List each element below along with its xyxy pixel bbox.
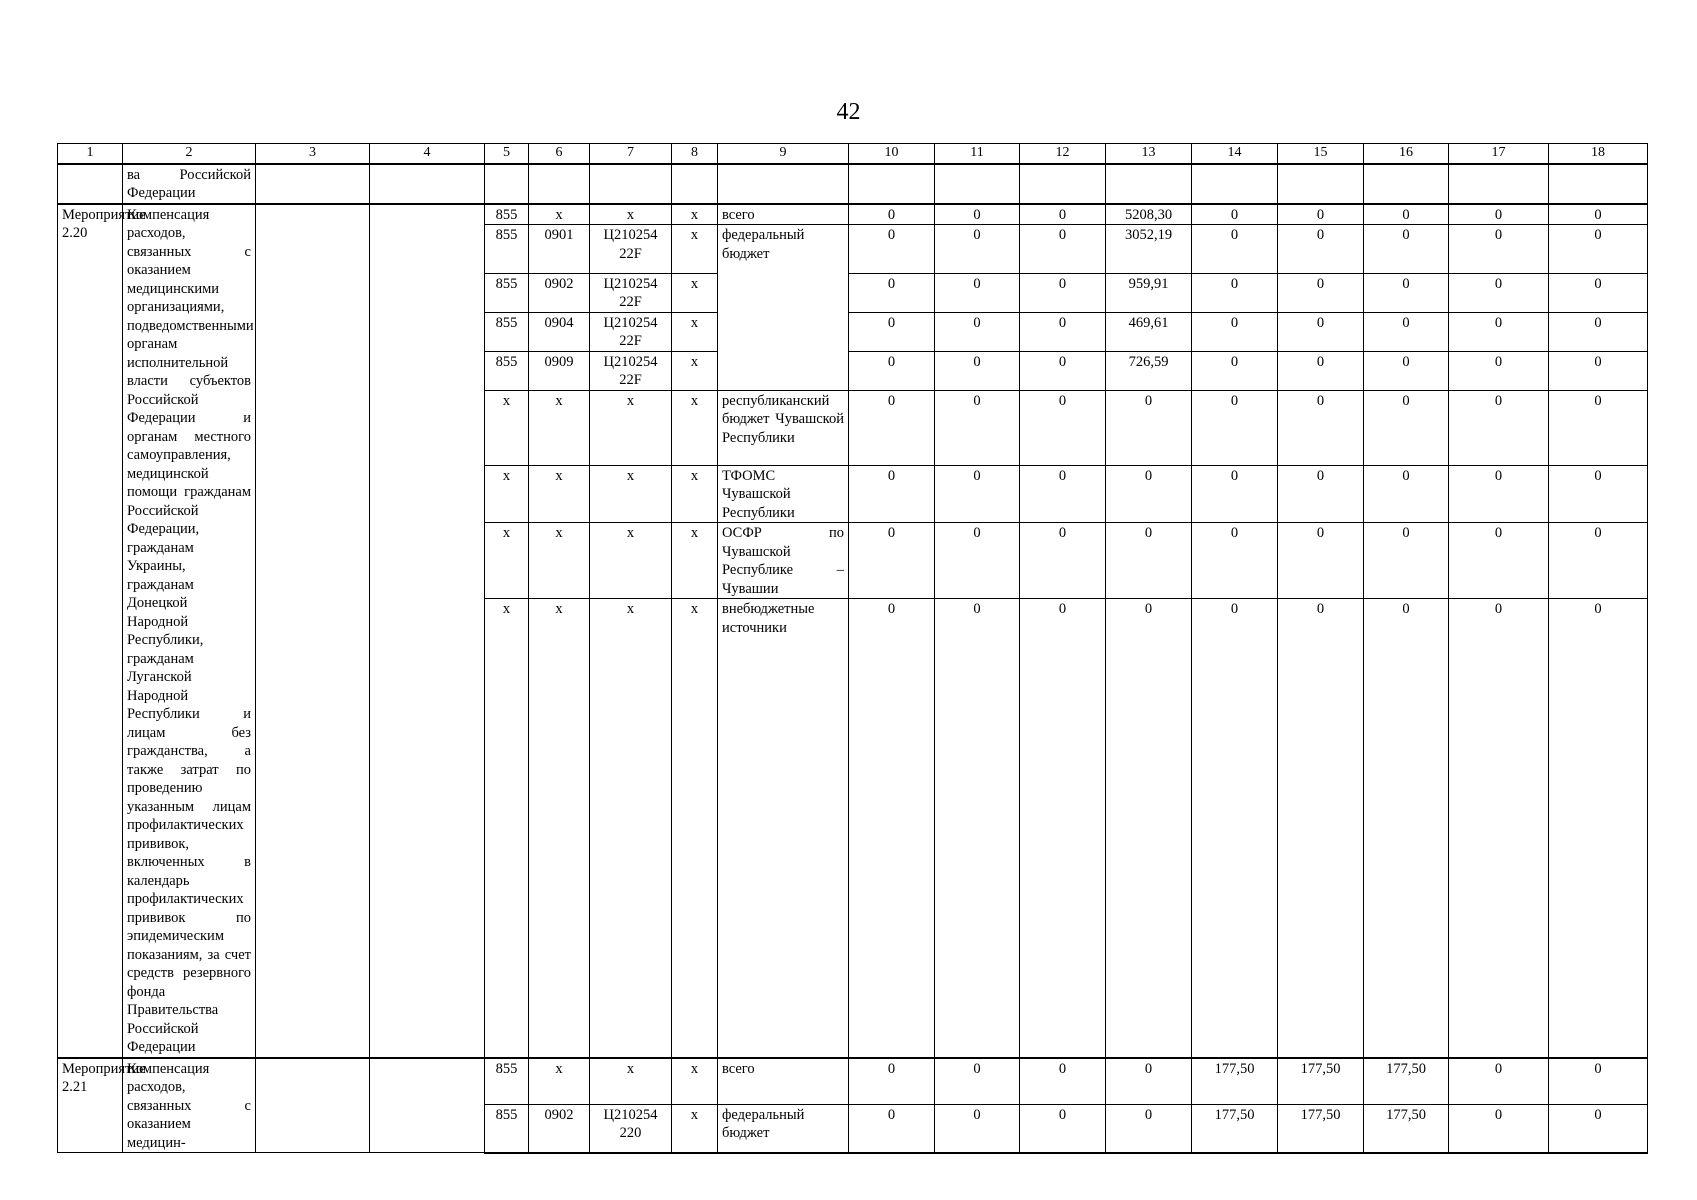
value-cell: 0 xyxy=(1449,273,1549,312)
continuation-text: ва Российской Федерации xyxy=(123,164,256,204)
value-cell: 0 xyxy=(1449,312,1549,351)
continuation-row xyxy=(58,164,1648,204)
cell-c5: х xyxy=(485,465,529,523)
cell-c8: х xyxy=(672,390,718,465)
value-cell: 0 xyxy=(935,465,1020,523)
header-cell: 3 xyxy=(256,144,370,164)
value-cell: 0 xyxy=(849,390,935,465)
header-cell: 11 xyxy=(935,144,1020,164)
cell-c7: Ц210254 220 xyxy=(590,1104,672,1152)
cell-c6: х xyxy=(529,390,590,465)
source-label: республиканский бюджет Чувашской Республики xyxy=(718,390,849,465)
value-cell: 0 xyxy=(1106,523,1192,599)
cell-c7: Ц210254 22F xyxy=(590,225,672,274)
value-cell: 0 xyxy=(1020,523,1106,599)
value-cell: 0 xyxy=(1278,390,1364,465)
header-cell: 7 xyxy=(590,144,672,164)
value-cell: 0 xyxy=(1449,1104,1549,1152)
value-cell: 0 xyxy=(1449,225,1549,274)
cell-c3 xyxy=(256,1058,370,1153)
value-cell: 0 xyxy=(849,1058,935,1105)
cell-c6: х xyxy=(529,465,590,523)
value-cell: 0 xyxy=(849,465,935,523)
header-cell: 10 xyxy=(849,144,935,164)
value-cell: 0 xyxy=(935,1058,1020,1105)
source-label: всего xyxy=(718,1058,849,1105)
header-cell: 6 xyxy=(529,144,590,164)
cell-c5: 855 xyxy=(485,225,529,274)
value-cell: 0 xyxy=(1364,273,1449,312)
value-cell: 0 xyxy=(1549,390,1648,465)
header-cell: 9 xyxy=(718,144,849,164)
value-cell: 0 xyxy=(1106,465,1192,523)
cell-c6: 0909 xyxy=(529,351,590,390)
header-cell: 5 xyxy=(485,144,529,164)
cell-c8: х xyxy=(672,599,718,1058)
value-cell: 177,50 xyxy=(1278,1058,1364,1105)
value-cell: 0 xyxy=(1549,225,1648,274)
value-cell: 0 xyxy=(1020,465,1106,523)
value-cell: 0 xyxy=(1106,599,1192,1058)
value-cell: 0 xyxy=(1192,465,1278,523)
source-label: федеральный бюджет xyxy=(718,225,849,391)
value-cell: 0 xyxy=(935,204,1020,225)
cell-c3 xyxy=(256,204,370,1058)
value-cell: 0 xyxy=(1364,312,1449,351)
measure-description: Компенсация расходов, связанных с оказанием медицин- xyxy=(123,1058,256,1153)
header-cell: 4 xyxy=(370,144,485,164)
cell-c1 xyxy=(58,164,123,204)
cell-c8: х xyxy=(672,351,718,390)
cell-c7: х xyxy=(590,465,672,523)
value-cell: 959,91 xyxy=(1106,273,1192,312)
value-cell: 3052,19 xyxy=(1106,225,1192,274)
cell-c8: х xyxy=(672,1104,718,1152)
cell-c5: 855 xyxy=(485,1058,529,1105)
value-cell: 0 xyxy=(1549,204,1648,225)
value-cell: 0 xyxy=(1020,312,1106,351)
value-cell: 0 xyxy=(1106,1104,1192,1152)
value-cell: 177,50 xyxy=(1364,1058,1449,1105)
source-label: ТФОМС Чувашской Республики xyxy=(718,465,849,523)
value-cell: 0 xyxy=(1364,599,1449,1058)
value-cell: 0 xyxy=(1449,465,1549,523)
cell-c8: х xyxy=(672,465,718,523)
header-cell: 12 xyxy=(1020,144,1106,164)
page-number: 42 xyxy=(836,99,861,125)
value-cell: 0 xyxy=(935,312,1020,351)
value-cell: 0 xyxy=(1192,390,1278,465)
value-cell: 5208,30 xyxy=(1106,204,1192,225)
value-cell: 0 xyxy=(1106,390,1192,465)
value-cell: 0 xyxy=(935,225,1020,274)
table-row xyxy=(58,1058,1648,1105)
source-label: ОСФР по Чувашской Республике – Чувашии xyxy=(718,523,849,599)
cell-c8: х xyxy=(672,523,718,599)
measure-description: Компенсация расходов, связанных с оказанием медицинскими организациями, подведомственными органам исполнительной власти субъектов Российской Федерации и органам местного самоуправления, медицинской помощи гражданам Российской Федерации, гражданам Украины, гражданам Донецкой Народной Республики, гражданам Луганской Народной Республики и лицам без гражданства, а также затрат по проведению указанным лицам профилактических прививок, включенных в календарь профилактических прививок по эпидемическим показаниям, за счет средств резервного фонда Правительства Российской Федерации xyxy=(123,204,256,1058)
cell-c5: 855 xyxy=(485,273,529,312)
cell-c6: х xyxy=(529,204,590,225)
cell-c6: х xyxy=(529,599,590,1058)
value-cell: 0 xyxy=(1278,273,1364,312)
value-cell: 0 xyxy=(935,390,1020,465)
cell-c5: х xyxy=(485,599,529,1058)
source-label: внебюджетные источники xyxy=(718,599,849,1058)
value-cell: 0 xyxy=(849,312,935,351)
value-cell: 0 xyxy=(1449,1058,1549,1105)
cell-c6: 0901 xyxy=(529,225,590,274)
value-cell: 0 xyxy=(1020,351,1106,390)
value-cell: 0 xyxy=(1364,523,1449,599)
cell-c5: 855 xyxy=(485,312,529,351)
value-cell: 0 xyxy=(1020,273,1106,312)
source-label: федеральный бюджет xyxy=(718,1104,849,1152)
value-cell: 0 xyxy=(1549,351,1648,390)
cell-c6: 0902 xyxy=(529,1104,590,1152)
cell-c6: х xyxy=(529,1058,590,1105)
table-row xyxy=(58,204,1648,225)
value-cell: 0 xyxy=(1278,465,1364,523)
cell-c8: х xyxy=(672,312,718,351)
value-cell: 0 xyxy=(1449,599,1549,1058)
value-cell: 0 xyxy=(1278,312,1364,351)
value-cell: 0 xyxy=(1020,204,1106,225)
header-cell: 1 xyxy=(58,144,123,164)
value-cell: 0 xyxy=(1549,599,1648,1058)
value-cell: 0 xyxy=(1192,225,1278,274)
header-cell: 17 xyxy=(1449,144,1549,164)
header-row xyxy=(58,144,1648,164)
value-cell: 0 xyxy=(935,599,1020,1058)
value-cell: 177,50 xyxy=(1278,1104,1364,1152)
measure-label: Мероприятие 2.20 xyxy=(58,204,123,1058)
value-cell: 0 xyxy=(935,351,1020,390)
value-cell: 177,50 xyxy=(1192,1058,1278,1105)
value-cell: 0 xyxy=(1278,523,1364,599)
value-cell: 0 xyxy=(1192,312,1278,351)
cell-c5: 855 xyxy=(485,351,529,390)
value-cell: 0 xyxy=(1192,273,1278,312)
header-cell: 8 xyxy=(672,144,718,164)
value-cell: 0 xyxy=(935,523,1020,599)
cell-c7: Ц210254 22F xyxy=(590,273,672,312)
cell-c6: х xyxy=(529,523,590,599)
value-cell: 0 xyxy=(849,273,935,312)
value-cell: 0 xyxy=(1364,225,1449,274)
cell-c4 xyxy=(370,204,485,1058)
cell-c7: Ц210254 22F xyxy=(590,312,672,351)
value-cell: 0 xyxy=(1449,204,1549,225)
cell-c7: х xyxy=(590,390,672,465)
value-cell: 177,50 xyxy=(1364,1104,1449,1152)
value-cell: 0 xyxy=(1364,390,1449,465)
value-cell: 469,61 xyxy=(1106,312,1192,351)
value-cell: 0 xyxy=(1449,523,1549,599)
cell-c7: х xyxy=(590,1058,672,1105)
source-label: всего xyxy=(718,204,849,225)
value-cell: 0 xyxy=(1278,599,1364,1058)
cell-c5: 855 xyxy=(485,204,529,225)
value-cell: 0 xyxy=(1549,312,1648,351)
value-cell: 0 xyxy=(1549,1104,1648,1152)
value-cell: 0 xyxy=(849,204,935,225)
value-cell: 0 xyxy=(1549,273,1648,312)
value-cell: 0 xyxy=(935,1104,1020,1152)
value-cell: 0 xyxy=(1364,351,1449,390)
value-cell: 0 xyxy=(1278,204,1364,225)
value-cell: 0 xyxy=(1278,225,1364,274)
value-cell: 0 xyxy=(1364,204,1449,225)
value-cell: 0 xyxy=(1020,225,1106,274)
value-cell: 0 xyxy=(1020,599,1106,1058)
value-cell: 0 xyxy=(1192,351,1278,390)
cell-c7: Ц210254 22F xyxy=(590,351,672,390)
value-cell: 0 xyxy=(849,225,935,274)
cell-c7: х xyxy=(590,523,672,599)
value-cell: 0 xyxy=(1549,523,1648,599)
value-cell: 0 xyxy=(1192,599,1278,1058)
cell-c6: 0904 xyxy=(529,312,590,351)
measure-label: Мероприятие 2.21 xyxy=(58,1058,123,1153)
cell-c5: х xyxy=(485,390,529,465)
header-cell: 2 xyxy=(123,144,256,164)
cell-c7: х xyxy=(590,599,672,1058)
value-cell: 0 xyxy=(1020,1058,1106,1105)
value-cell: 0 xyxy=(1549,1058,1648,1105)
cell-c8: х xyxy=(672,204,718,225)
cell-c8: х xyxy=(672,1058,718,1105)
header-cell: 14 xyxy=(1192,144,1278,164)
value-cell: 0 xyxy=(1192,523,1278,599)
value-cell: 0 xyxy=(849,523,935,599)
cell-c8: х xyxy=(672,273,718,312)
value-cell: 0 xyxy=(1549,465,1648,523)
value-cell: 0 xyxy=(1106,1058,1192,1105)
value-cell: 0 xyxy=(849,351,935,390)
header-cell: 15 xyxy=(1278,144,1364,164)
value-cell: 0 xyxy=(935,273,1020,312)
value-cell: 0 xyxy=(1278,351,1364,390)
value-cell: 0 xyxy=(1020,390,1106,465)
cell-c5: 855 xyxy=(485,1104,529,1152)
value-cell: 177,50 xyxy=(1192,1104,1278,1152)
cell-c7: х xyxy=(590,204,672,225)
cell-c6: 0902 xyxy=(529,273,590,312)
value-cell: 0 xyxy=(1192,204,1278,225)
value-cell: 0 xyxy=(849,1104,935,1152)
value-cell: 0 xyxy=(1364,465,1449,523)
header-cell: 18 xyxy=(1549,144,1648,164)
cell-c8: х xyxy=(672,225,718,274)
value-cell: 0 xyxy=(849,599,935,1058)
header-cell: 13 xyxy=(1106,144,1192,164)
cell-c5: х xyxy=(485,523,529,599)
value-cell: 726,59 xyxy=(1106,351,1192,390)
cell-c4 xyxy=(370,1058,485,1153)
value-cell: 0 xyxy=(1449,390,1549,465)
header-cell: 16 xyxy=(1364,144,1449,164)
value-cell: 0 xyxy=(1449,351,1549,390)
budget-table xyxy=(57,143,1648,1154)
value-cell: 0 xyxy=(1020,1104,1106,1152)
